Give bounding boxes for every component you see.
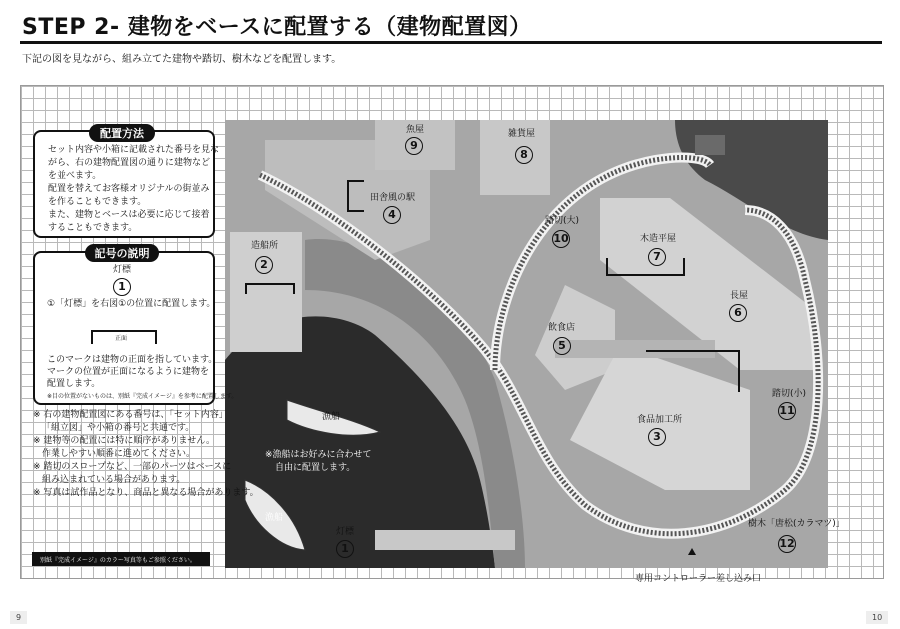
label-5: 飲食店 [548, 323, 576, 333]
marker-5: 5 [553, 337, 571, 355]
marker-2: 2 [255, 256, 273, 274]
note-line-2: 「組立図」や小箱の番号と共通です。 [42, 423, 195, 433]
note-line-4: 作業しやすい順番に進めてください。 [42, 449, 196, 459]
page-number-right: 10 [866, 611, 888, 624]
boat-note-2: 自由に配置します。 [275, 463, 356, 473]
placement-line-4: 配置を替えてお客様オリジナルの街並み [48, 184, 210, 194]
legend-front-desc-3: 配置します。 [47, 379, 101, 389]
note-line-5: ※ 踏切のスロープなど、一部のパーツはベースに [33, 462, 232, 472]
intro-text: 下記の図を見ながら、組み立てた建物や踏切、樹木などを配置します。 [22, 54, 342, 65]
legend-front-label: 正面 [115, 335, 128, 342]
label-4: 田舎風の駅 [370, 193, 416, 203]
label-2: 造船所 [251, 241, 279, 251]
placement-line-1: セット内容や小箱に記載された番号を見な [48, 145, 220, 155]
marker-1: 1 [336, 540, 354, 558]
layout-map [225, 120, 828, 568]
legend-footnote: ※目の位置がないものは、別紙『完成イメージ』を参考に配置します。 [47, 393, 238, 400]
label-9: 魚屋 [406, 125, 425, 135]
placement-line-5: を作ることもできます。 [48, 197, 147, 207]
marker-3: 3 [648, 428, 666, 446]
marker-11: 11 [778, 402, 796, 420]
header-divider [20, 41, 882, 44]
front-mark-4 [347, 180, 364, 212]
marker-8: 8 [515, 146, 533, 164]
label-7: 木造平屋 [640, 234, 677, 244]
label-12: 樹木「唐松(カラマツ)」 [748, 519, 845, 529]
label-3: 食品加工所 [637, 415, 683, 425]
legend-box-title: 記号の説明 [85, 244, 159, 262]
marker-12: 12 [778, 535, 796, 553]
label-1: 灯標 [336, 527, 355, 537]
label-8: 雑貨屋 [508, 129, 536, 139]
legend-lighthouse-label: 灯標 [113, 265, 132, 275]
legend-lighthouse-desc: ①「灯標」を右図①の位置に配置します。 [47, 299, 216, 309]
marker-9: 9 [405, 137, 423, 155]
legend-lighthouse-marker: 1 [113, 278, 131, 296]
controller-label: 専用コントローラー差し込み口 [635, 574, 762, 584]
bottom-note: 別紙『完成イメージ』のカラー写真等もご参照ください。 [40, 557, 196, 564]
note-line-6: 組み込まれている場合があります。 [42, 475, 186, 485]
placement-line-3: を並べます。 [48, 171, 102, 181]
boat-label-2: 漁船 [265, 513, 284, 523]
marker-10: 10 [552, 230, 570, 248]
front-mark-3 [646, 350, 740, 392]
controller-arrow [688, 548, 696, 555]
placement-box-title: 配置方法 [89, 124, 155, 142]
marker-4: 4 [383, 206, 401, 224]
placement-line-7: することもできます。 [48, 223, 138, 233]
marker-7: 7 [648, 248, 666, 266]
placement-line-6: また、建物とベースは必要に応じて接着 [48, 210, 210, 220]
map-tunnel [695, 135, 725, 155]
label-11: 踏切(小) [772, 389, 807, 399]
map-pier [375, 530, 515, 550]
legend-front-desc-2: マークの位置が正面になるように建物を [47, 367, 210, 377]
note-line-1: ※ 右の建物配置図にある番号は、「セット内容」 [33, 410, 228, 420]
marker-6: 6 [729, 304, 747, 322]
page-number-left: 9 [10, 611, 27, 624]
legend-front-desc-1: このマークは建物の正面を指しています。 [47, 355, 218, 365]
label-10: 踏切(大) [545, 216, 580, 226]
note-line-7: ※ 写真は試作品となり、商品と異なる場合があります。 [33, 488, 259, 498]
note-line-3: ※ 建物等の配置には特に順序がありません。 [33, 436, 215, 446]
boat-note-1: ※漁船はお好みに合わせて [265, 450, 372, 460]
placement-line-2: がら、右の建物配置図の通りに建物など [48, 158, 211, 168]
boat-label-1: 漁船 [322, 412, 341, 422]
front-mark-2 [245, 283, 295, 294]
page-title: STEP 2- 建物をベースに配置する（建物配置図） [22, 15, 532, 40]
label-6: 長屋 [730, 291, 749, 301]
front-mark-7 [606, 258, 685, 276]
